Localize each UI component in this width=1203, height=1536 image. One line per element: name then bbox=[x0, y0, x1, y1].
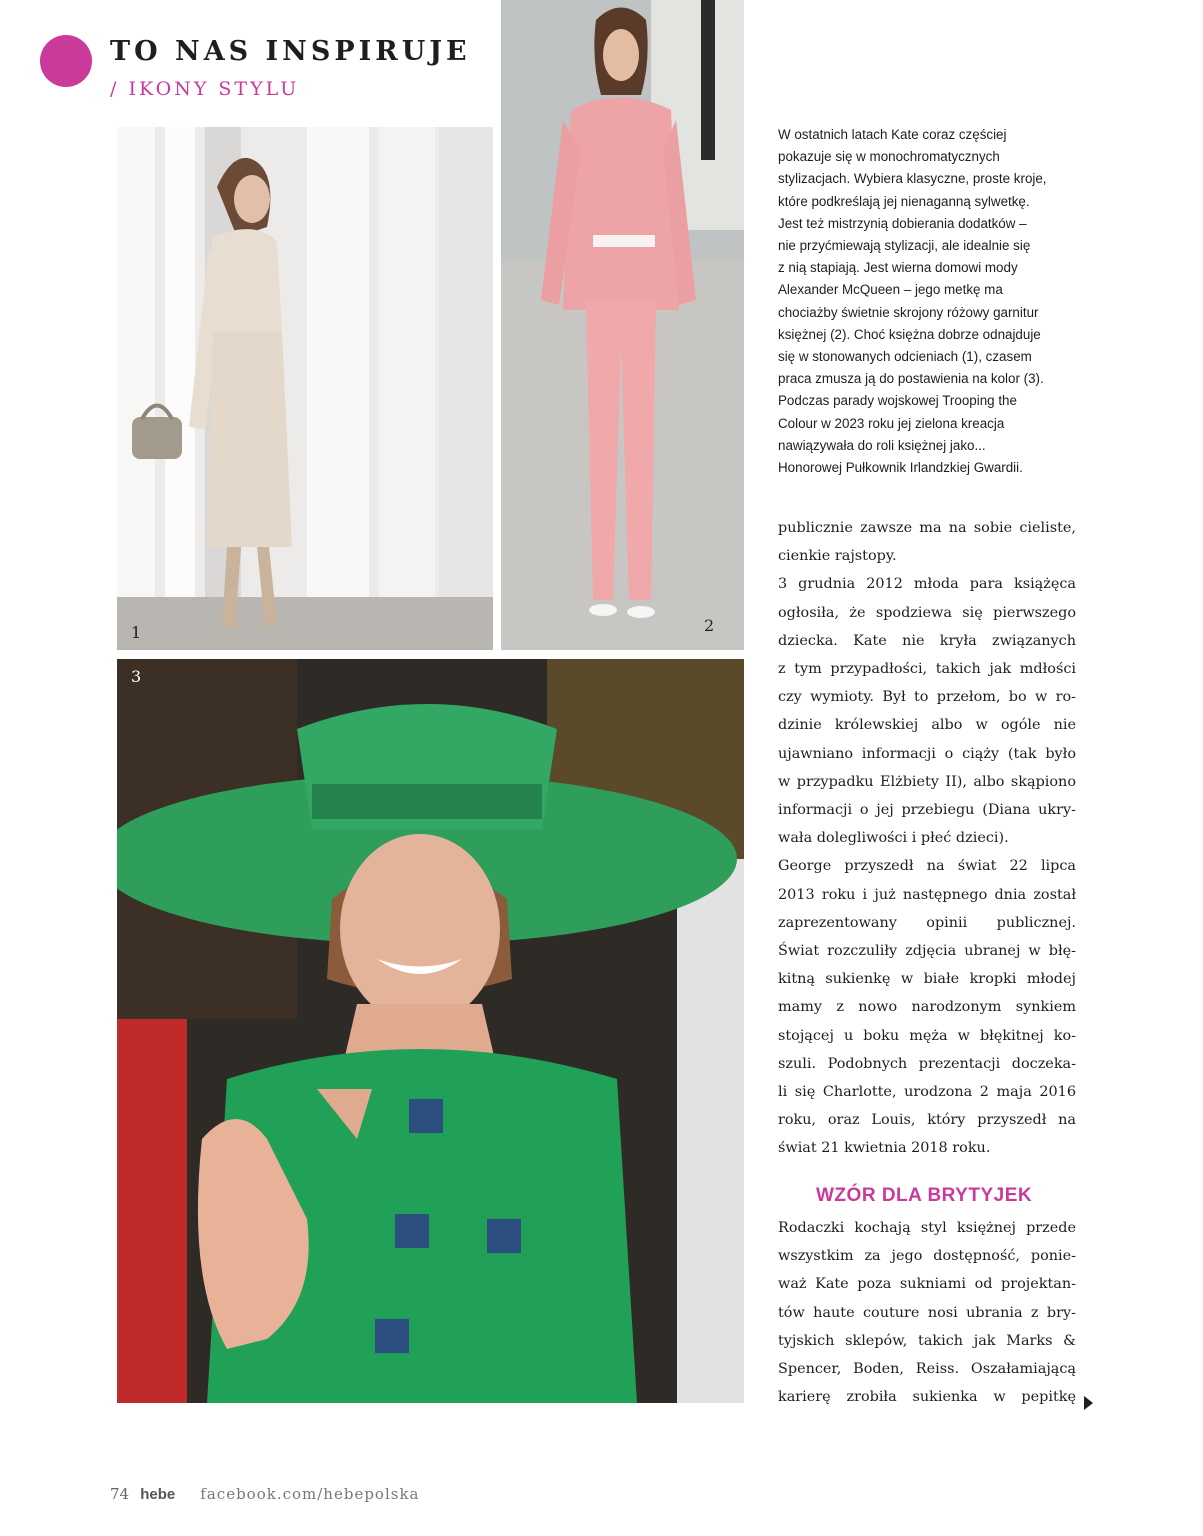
article-line: informacji o jej przebiegu (Diana ukry- bbox=[778, 802, 1076, 819]
section-title: TO NAS INSPIRUJE bbox=[110, 36, 471, 67]
caption-line: się w stonowanych odcieniach (1), czasem bbox=[778, 349, 1032, 365]
article-line: li się Charlotte, urodzona 2 maja 2016 bbox=[778, 1084, 1076, 1101]
caption-line: Alexander McQueen – jego metkę ma bbox=[778, 282, 1003, 298]
article-line: Spencer, Boden, Reiss. Oszałamiającą bbox=[778, 1361, 1076, 1378]
caption-line: nawiązywała do roli księżnej jako... bbox=[778, 437, 986, 453]
article-body bbox=[778, 514, 1076, 1163]
article-line: karierę zrobiła sukienka w pepitkę bbox=[778, 1389, 1076, 1406]
article-line: cienkie rajstopy. bbox=[778, 548, 897, 565]
article-line: zaprezentowany opinii publicznej. bbox=[778, 914, 1076, 931]
article-body-continued bbox=[778, 1214, 1076, 1411]
article-line: publicznie zawsze ma na sobie cieliste, bbox=[778, 520, 1076, 536]
article-line: szuli. Podobnych prezentacji doczeka- bbox=[778, 1055, 1076, 1072]
caption-line: pokazuje się w monochromatycznych bbox=[778, 149, 1000, 165]
caption-line: z nią stapiają. Jest wierna domowi mody bbox=[778, 260, 1018, 276]
caption-line: Honorowej Pułkownik Irlandzkiej Gwardii. bbox=[778, 460, 1023, 476]
article-line: ogłosiła, że spodziewa się pierwszego bbox=[778, 604, 1076, 621]
caption-line: stylizacjach. Wybiera klasyczne, proste kroje, bbox=[778, 171, 1047, 187]
article-line: z tym przypadłości, takich jak mdłości bbox=[778, 661, 1076, 678]
accent-circle bbox=[40, 35, 92, 87]
caption-line: Jest też mistrzynią dobierania dodatków – bbox=[778, 215, 1027, 231]
article-line: waż Kate poza sukniami od projektan- bbox=[778, 1276, 1076, 1293]
photo-pink-suit bbox=[501, 0, 744, 650]
article-line: Świat rozczuliły zdjęcia ubranej w błę- bbox=[778, 943, 1076, 960]
article-line: dziecka. Kate nie kryła związanych bbox=[778, 632, 1076, 649]
article-line: tów haute couture nosi ubrania z bry- bbox=[778, 1304, 1076, 1321]
brand-logo: hebe bbox=[140, 1486, 176, 1503]
article-line: stojącej u boku męża w błękitnej ko- bbox=[778, 1027, 1076, 1044]
caption-line: Colour w 2023 roku jej zielona kreacja bbox=[778, 415, 1005, 431]
page-footer bbox=[110, 1484, 419, 1503]
article-line: wszystkim za jego dostępność, ponie- bbox=[778, 1248, 1076, 1265]
caption-line: księżnej (2). Choć księżna dobrze odnajduje bbox=[778, 326, 1041, 342]
caption-line: nie przyćmiewają stylizacji, ale idealnie się bbox=[778, 238, 1031, 254]
article-subheading: WZÓR DLA BRYTYJEK bbox=[816, 1185, 1033, 1206]
caption-line: chociażby świetnie skrojony różowy garnitur bbox=[778, 304, 1039, 320]
page-number: 74 bbox=[110, 1485, 130, 1503]
photo-cream-outfit bbox=[117, 127, 493, 650]
caption-line: W ostatnich latach Kate coraz częściej bbox=[778, 127, 1007, 142]
caption-line: które podkreślają jej nienaganną sylwetkę. bbox=[778, 193, 1030, 209]
article-line: Rodaczki kochają styl księżnej przede bbox=[778, 1220, 1076, 1236]
article-line: roku, oraz Louis, który przyszedł na bbox=[778, 1112, 1076, 1129]
article-line: kitną sukienkę w białe kropki młodej bbox=[778, 971, 1076, 988]
photo-green-outfit bbox=[117, 659, 744, 1403]
article-line: 2013 roku i już następnego dnia został bbox=[778, 886, 1076, 903]
article-line: świat 21 kwietnia 2018 roku. bbox=[778, 1140, 991, 1157]
photo-number-2: 2 bbox=[704, 616, 715, 635]
article-line: mamy z nowo narodzonym synkiem bbox=[778, 999, 1076, 1016]
article-line: w przypadku Elżbiety II), albo skąpiono bbox=[778, 773, 1076, 790]
caption-line: Podczas parady wojskowej Trooping the bbox=[778, 393, 1017, 409]
photo-caption bbox=[778, 124, 1083, 479]
article-line: George przyszedł na świat 22 lipca bbox=[778, 858, 1076, 875]
article-line: tyjskich sklepów, takich jak Marks & bbox=[778, 1332, 1076, 1349]
continue-arrow-icon bbox=[1084, 1396, 1093, 1410]
caption-line: praca zmusza ją do postawienia na kolor (3). bbox=[778, 371, 1044, 387]
article-line: wała dolegliwości i płeć dzieci). bbox=[778, 830, 1009, 847]
article-line: dzinie królewskiej albo w ogóle nie bbox=[778, 717, 1076, 734]
section-subtitle: / IKONY STYLU bbox=[110, 78, 300, 100]
article-line: czy wymioty. Był to przełom, bo w ro- bbox=[778, 689, 1076, 706]
photo-number-3: 3 bbox=[131, 667, 142, 686]
article-line: 3 grudnia 2012 młoda para książęca bbox=[778, 576, 1076, 593]
footer-url: facebook.com/hebepolska bbox=[200, 1485, 420, 1503]
photo-number-1: 1 bbox=[131, 623, 142, 642]
article-line: ujawniano informacji o ciąży (tak było bbox=[778, 745, 1076, 762]
